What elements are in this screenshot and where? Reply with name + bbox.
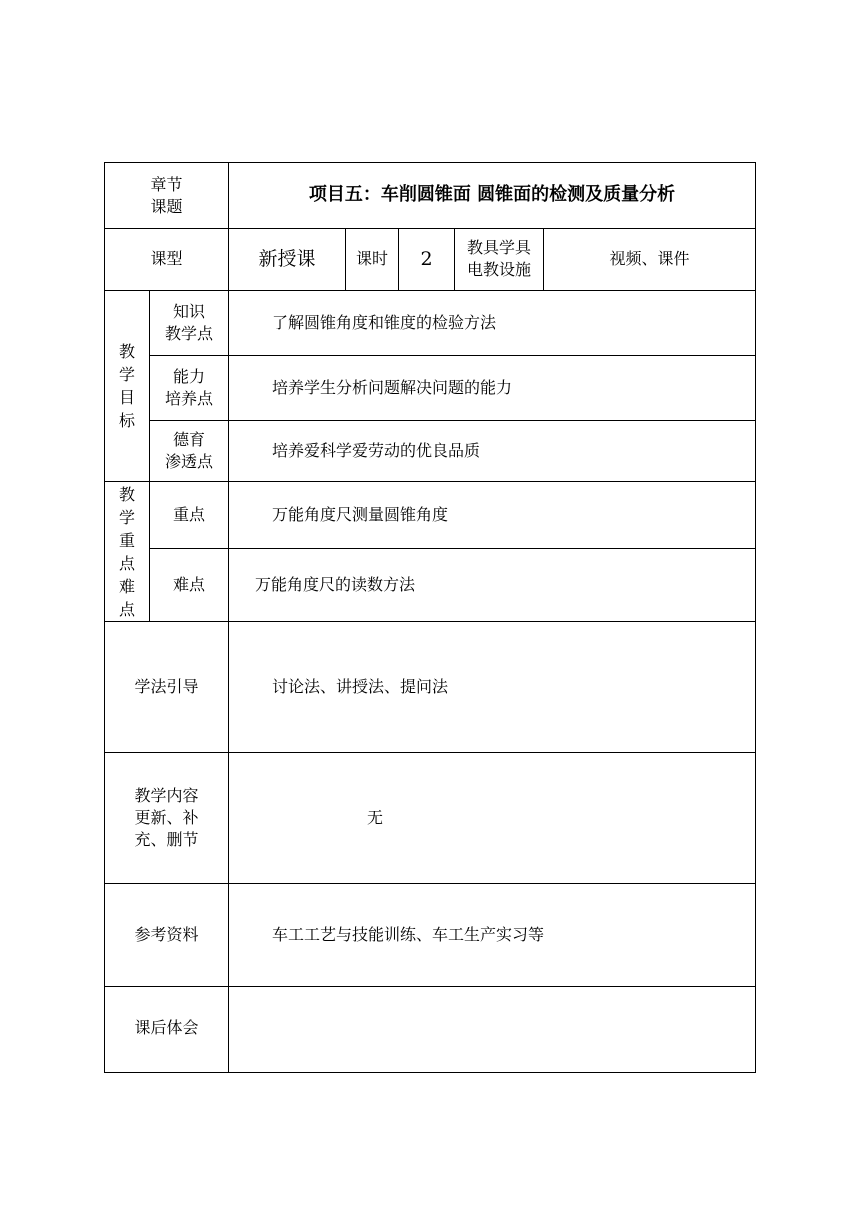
row-divider [149, 548, 756, 549]
method-label: 学法引导 [134, 677, 199, 696]
key-point-label: 重点 [172, 505, 205, 524]
difficult-point-value: 万能角度尺的读数方法 [255, 575, 416, 594]
equipment-label: 电教设施 [466, 260, 531, 279]
equipment-value: 视频、课件 [609, 249, 690, 268]
moral-value: 培养爱科学爱劳动的优良品质 [272, 441, 481, 460]
table-border [104, 1072, 756, 1073]
content-update-label: 更新、补 [134, 808, 199, 827]
moral-label: 德育 [172, 430, 205, 449]
difficult-point-label: 难点 [172, 575, 205, 594]
moral-label: 渗透点 [164, 452, 213, 471]
chapter-label: 章节 [150, 175, 183, 194]
knowledge-label: 教学点 [164, 324, 213, 343]
table-border [755, 162, 756, 1073]
column-divider [228, 162, 229, 1073]
reflection-label: 课后体会 [134, 1018, 199, 1037]
key-points-group-label: 教 学 重 点 难 点 [118, 485, 135, 619]
course-type-value: 新授课 [258, 248, 316, 270]
topic-label: 课题 [150, 197, 183, 216]
content-update-label: 教学内容 [134, 786, 199, 805]
reference-value: 车工工艺与技能训练、车工生产实习等 [272, 925, 545, 944]
row-divider [104, 290, 756, 291]
row-divider [149, 420, 756, 421]
row-divider [104, 228, 756, 229]
content-update-label: 充、删节 [134, 830, 199, 849]
class-hours-value: 2 [420, 248, 433, 270]
class-hours-label: 课时 [355, 249, 388, 268]
row-divider [104, 481, 756, 482]
table-border [104, 162, 756, 163]
knowledge-value: 了解圆锥角度和锥度的检验方法 [272, 313, 497, 332]
method-value: 讨论法、讲授法、提问法 [272, 677, 449, 696]
row-divider [104, 621, 756, 622]
row-divider [104, 986, 756, 987]
lesson-title: 项目五：车削圆锥面 圆锥面的检测及质量分析 [308, 184, 676, 205]
row-divider [104, 883, 756, 884]
course-type-label: 课型 [150, 249, 183, 268]
row-divider [149, 355, 756, 356]
objectives-group-label: 教 学 目 标 [118, 342, 135, 430]
reference-label: 参考资料 [134, 925, 199, 944]
equipment-label: 教具学具 [466, 238, 531, 257]
knowledge-label: 知识 [172, 302, 205, 321]
row-divider [104, 752, 756, 753]
key-point-value: 万能角度尺测量圆锥角度 [272, 505, 449, 524]
ability-label: 培养点 [164, 389, 213, 408]
ability-label: 能力 [172, 367, 205, 386]
ability-value: 培养学生分析问题解决问题的能力 [272, 378, 513, 397]
content-update-value: 无 [367, 808, 384, 827]
